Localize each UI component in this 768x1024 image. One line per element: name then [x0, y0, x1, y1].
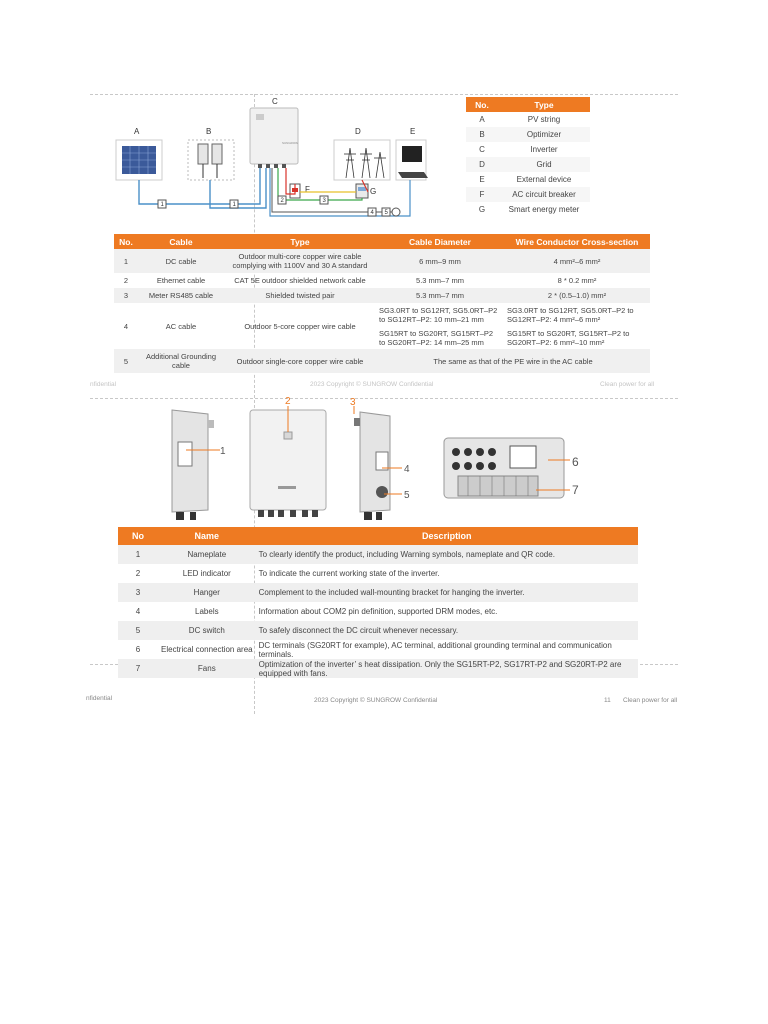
cell-cross-section: 4 mm²–6 mm²	[504, 249, 650, 273]
diagram-label-b: B	[206, 127, 212, 136]
cell-type: CAT 5E outdoor shielded network cable	[234, 276, 366, 285]
legend-type: Grid	[498, 157, 590, 172]
cell-diameter: SG15RT to SG20RT, SG15RT–P2 to SG20RT–P2: 14 mm–25 mm	[379, 328, 494, 347]
footer-top-mid: 2023 Copyright © SUNGROW Confidential	[310, 381, 434, 388]
diagram-label-c: C	[272, 97, 278, 106]
cell-description: Optimization of the inverter’ s heat dissipation. Only the SG15RT-P2, SG17RT-P2 and SG20RT-P2 are equipped with fans.	[256, 659, 638, 678]
ground-symbol	[392, 208, 400, 216]
callout-1: 1	[220, 446, 226, 457]
cell-no: 2	[123, 276, 129, 285]
cell-diameter: 5.3 mm–7 mm	[376, 288, 504, 303]
cell-cross-section: SG3.0RT to SG12RT, SG5.0RT–P2 to SG12RT–P2: 4 mm²–6 mm²	[507, 305, 634, 324]
cable-specification-table	[114, 234, 650, 373]
diagram-label-a: A	[134, 127, 140, 136]
footer-page-number: 11	[604, 697, 611, 704]
footer-tagline: Clean power for all	[623, 697, 678, 704]
callout-7: 7	[572, 483, 579, 497]
cell-type: Shielded twisted pair	[224, 288, 376, 303]
table-row	[114, 273, 650, 288]
cell-diameter: 5.3 mm–7 mm	[416, 276, 464, 285]
legend-no: G	[466, 202, 498, 217]
energy-meter-icon	[356, 184, 368, 198]
cable-tag-3: 3	[322, 198, 326, 204]
cell-no: 7	[118, 659, 158, 678]
cell-description: Information about COM2 pin definition, supported DRM modes, etc.	[258, 607, 498, 616]
legend-row	[466, 187, 590, 202]
table-row	[118, 659, 638, 678]
cell-name: LED indicator	[182, 569, 231, 578]
table-row	[114, 349, 650, 373]
cell-cross-section: 8 * 0.2 mm²	[557, 276, 597, 285]
cell-cable: Meter RS485 cable	[138, 288, 224, 303]
cable-tag-2: 2	[280, 198, 284, 204]
cell-name: DC switch	[158, 621, 256, 640]
footer-copyright: 2023 Copyright © SUNGROW Confidential	[314, 697, 438, 704]
legend-no: A	[466, 112, 498, 127]
cell-no: 3	[114, 288, 138, 303]
cell-name: Electrical connection area	[161, 645, 253, 654]
legend-row	[466, 112, 590, 127]
cell-description: DC terminals (SG20RT for example), AC terminal, additional grounding terminal and communication terminals.	[258, 640, 612, 659]
callout-2: 2	[285, 396, 291, 407]
callout-4: 4	[404, 464, 410, 475]
legend-row	[466, 142, 590, 157]
cell-merged: The same as that of the PE wire in the AC cable	[376, 349, 650, 373]
desc-header-name: Name	[158, 527, 256, 545]
inverter-product-views	[150, 394, 620, 524]
cable-header-cable: Cable	[138, 234, 224, 249]
pv-string-icon	[116, 140, 162, 180]
legend-no: F	[466, 187, 498, 202]
cell-cable: Additional Grounding cable	[138, 349, 224, 373]
legend-row	[466, 157, 590, 172]
callout-3: 3	[350, 397, 356, 408]
legend-no: D	[466, 157, 498, 172]
desc-header-no: No	[118, 527, 158, 545]
cell-name: Labels	[195, 607, 219, 616]
desc-header-description: Description	[256, 527, 638, 545]
table-row	[114, 249, 650, 273]
table-row	[118, 583, 638, 602]
external-device-icon	[396, 140, 428, 180]
footer-top-left: nfidential	[90, 381, 117, 388]
cable-tag-5: 5	[384, 210, 388, 216]
cable-tag-1: 1	[160, 202, 164, 208]
component-legend-table	[466, 97, 590, 217]
cell-description: To indicate the current working state of the inverter.	[258, 569, 440, 578]
legend-type: Smart energy meter	[498, 202, 590, 217]
legend-no: B	[466, 127, 498, 142]
cell-name: Hanger	[158, 583, 256, 602]
footer-left: nfidential	[86, 695, 113, 702]
cable-header-type: Type	[224, 234, 376, 249]
inverter-icon	[250, 108, 298, 168]
table-row	[118, 602, 638, 621]
cell-description: Complement to the included wall-mounting bracket for hanging the inverter.	[256, 583, 638, 602]
table-row	[118, 640, 638, 659]
legend-row	[466, 127, 590, 142]
inverter-side-view-right	[354, 412, 390, 520]
cell-no: 5	[114, 349, 138, 373]
cell-type: Outdoor multi-core copper wire cable complying with 1100V and 30 A standard	[224, 249, 376, 273]
legend-type: PV string	[498, 112, 590, 127]
inverter-bottom-view	[444, 438, 564, 498]
inverter-side-view-left	[172, 410, 214, 520]
callout-5: 5	[404, 490, 410, 501]
cell-cable: AC cable	[165, 321, 197, 331]
legend-no: C	[466, 142, 498, 157]
component-description-table	[118, 527, 638, 678]
cell-type: Outdoor single-core copper wire cable	[224, 349, 376, 373]
footer-top-right: Clean power for all	[600, 381, 655, 388]
cell-cable: DC cable	[138, 249, 224, 273]
diagram-label-f: F	[305, 185, 310, 194]
table-row	[118, 564, 638, 583]
cell-description: To safely disconnect the DC circuit whenever necessary.	[256, 621, 638, 640]
cell-cross-section: SG15RT to SG20RT, SG15RT–P2 to SG20RT–P2: 6 mm²–10 mm²	[507, 328, 630, 347]
cell-no: 4	[123, 321, 129, 331]
cell-diameter: 6 mm–9 mm	[376, 249, 504, 273]
slide-top-border	[90, 94, 678, 95]
legend-header-no: No.	[466, 97, 498, 112]
cell-no: 6	[135, 645, 141, 654]
legend-no: E	[466, 172, 498, 187]
cable-header-cross-section: Wire Conductor Cross-section	[504, 234, 650, 249]
cell-no: 1	[118, 545, 158, 564]
cell-no: 5	[118, 621, 158, 640]
table-row	[118, 545, 638, 564]
cable-header-diameter: Cable Diameter	[376, 234, 504, 249]
diagram-label-g: G	[370, 187, 377, 196]
inverter-brand: SUNGROW	[282, 141, 298, 145]
cell-type: Outdoor 5-core copper wire cable	[244, 321, 356, 331]
diagram-label-d: D	[355, 127, 361, 136]
legend-type: External device	[498, 172, 590, 187]
cell-cable: Ethernet cable	[156, 276, 206, 285]
table-row	[114, 303, 650, 326]
cell-no: 3	[118, 583, 158, 602]
callout-6: 6	[572, 455, 579, 469]
cell-description: To clearly identify the product, including Warning symbols, nameplate and QR code.	[256, 545, 638, 564]
cell-no: 2	[135, 569, 141, 578]
optimizer-icon	[188, 140, 234, 180]
legend-row	[466, 172, 590, 187]
cell-name: Nameplate	[158, 545, 256, 564]
legend-row	[466, 202, 590, 217]
cell-cross-section: 2 * (0.5–1.0) mm²	[504, 288, 650, 303]
cable-header-no: No.	[114, 234, 138, 249]
system-wiring-diagram	[110, 96, 470, 228]
cell-diameter: SG3.0RT to SG12RT, SG5.0RT–P2 to SG12RT–P2: 10 mm–21 mm	[379, 305, 498, 324]
table-row	[114, 288, 650, 303]
legend-type: Optimizer	[498, 127, 590, 142]
table-row	[118, 621, 638, 640]
legend-type: AC circuit breaker	[498, 187, 590, 202]
cell-no: 4	[135, 607, 141, 616]
cell-name: Fans	[158, 659, 256, 678]
grid-tower-icon	[334, 140, 390, 180]
cell-no: 1	[114, 249, 138, 273]
legend-type: Inverter	[498, 142, 590, 157]
cable-tag-4: 4	[370, 210, 374, 216]
legend-header-type: Type	[498, 97, 590, 112]
diagram-label-e: E	[410, 127, 416, 136]
cable-tag-1b: 1	[232, 202, 236, 208]
